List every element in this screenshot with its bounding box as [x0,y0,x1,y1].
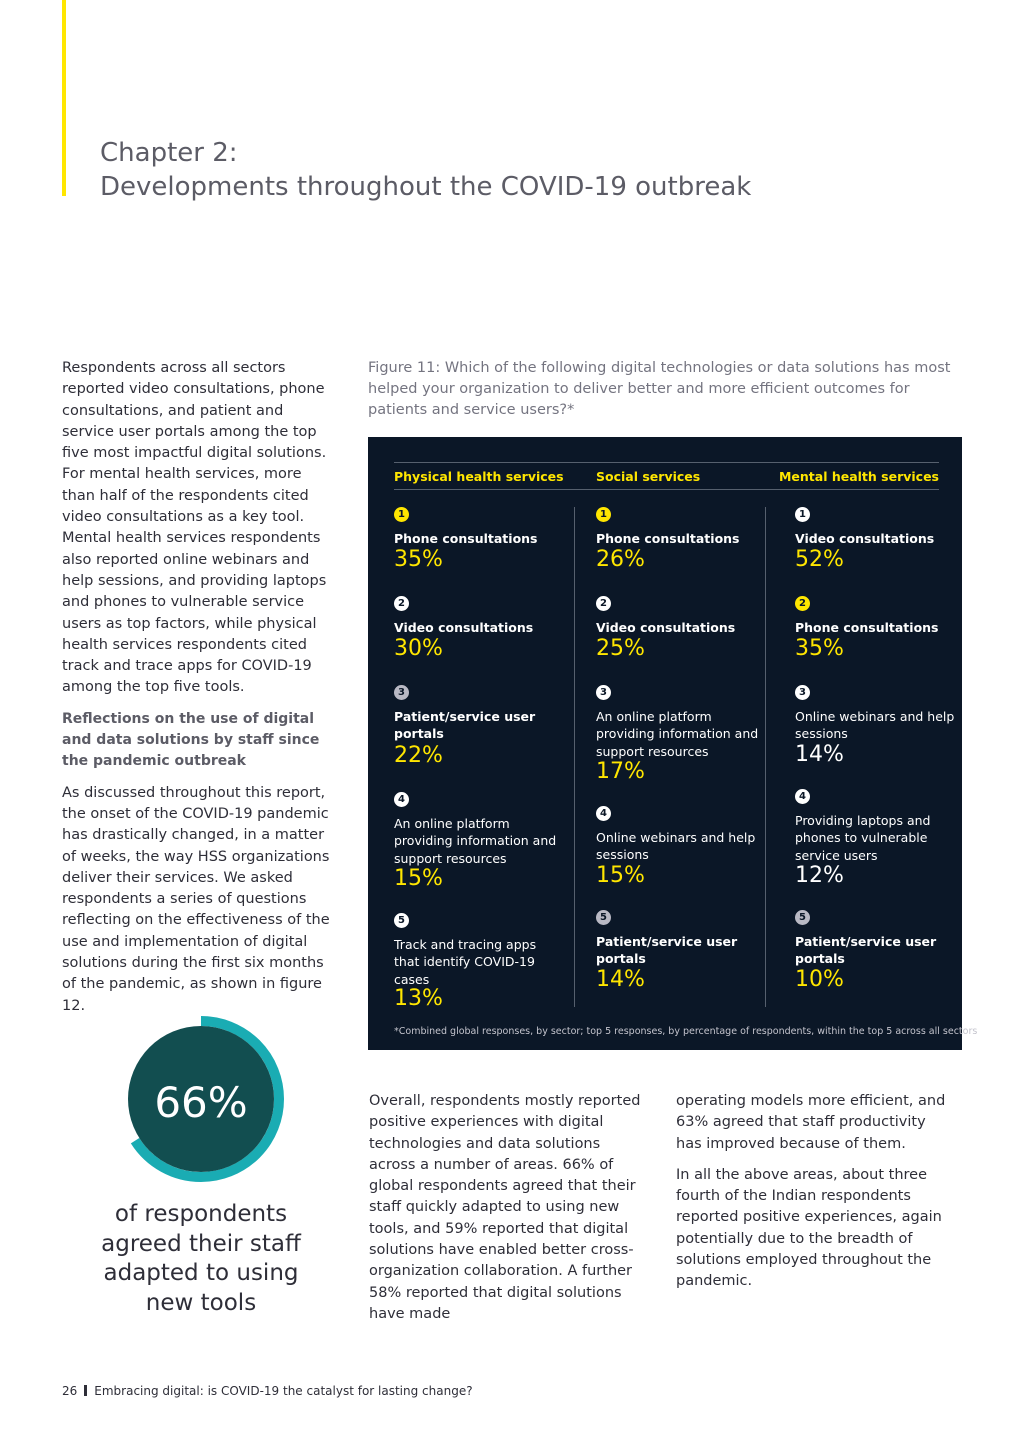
rank-badge: 1 [795,507,810,522]
bottom-paragraph: operating models more efficient, and 63% agreed that staff productivity has improved because of them. [676,1093,946,1152]
item-label: Patient/service user portals [596,934,738,967]
item-label: Online webinars and help sessions [795,709,955,742]
item-percentage: 30% [394,636,443,661]
item-label: Phone consultations [394,531,538,546]
item-percentage: 52% [795,547,844,572]
rank-badge: 3 [394,685,409,700]
item-percentage: 35% [795,636,844,661]
item-label: Online webinars and help sessions [596,830,756,863]
rank-badge: 1 [596,507,611,522]
column-header-physical: Physical health services [394,469,564,484]
rank-badge: 1 [394,507,409,522]
figure-caption: Figure 11: Which of the following digital technologies or data solutions has most helped your organization to deliver better and more efficient outcomes for patients and service users?* [368,360,951,418]
rank-badge: 3 [596,685,611,700]
chapter-title [100,136,751,204]
item-label: Video consultations [394,620,534,635]
rank-badge: 2 [596,596,611,611]
intro-paragraph: Respondents across all sectors reported video consultations, phone consultations, and patient and service user portals among the top five most impactful digital solutions. For mental health services, more than half of the respondents cited video consultations as a key tool. Mental health services respondents also reported online webinars and help sessions, and providing laptops and phones to vulnerable service users as top factors, while physical health services respondents cited track and trace apps for COVID-19 among the top five tools. [62,360,327,696]
stat-caption: of respondents agreed their staff adapted to using new tools [101,1201,301,1316]
item-percentage: 13% [394,986,443,1011]
chapter-number: Chapter 2: [100,138,238,168]
column-header-social: Social services [596,469,701,484]
item-percentage: 26% [596,547,645,572]
item-percentage: 14% [596,967,645,992]
stat-value: 66% [154,1078,248,1127]
item-label: Phone consultations [795,620,939,635]
section-heading: Reflections on the use of digital and data solutions by staff since the pandemic outbreak [62,710,320,770]
bottom-column-2 [676,1091,954,1303]
bottom-paragraph: Overall, respondents mostly reported positive experiences with digital technologies and data solutions across a number of areas. 66% of global respondents agreed that their staff quickly adapted to using new tools, and 59% reported that digital solutions have enabled better cross-organization collaboration. A further 58% reported that digital solutions have made [369,1093,641,1322]
rank-badge: 4 [596,806,611,821]
item-percentage: 35% [394,547,443,572]
item-percentage: 12% [795,863,844,888]
item-label: Providing laptops and phones to vulnerable service users [795,813,931,863]
page-number: 26 [62,1384,78,1398]
footer-separator [84,1385,87,1396]
page-footer [62,1384,473,1398]
rank-badge: 5 [596,910,611,925]
accent-bar [62,0,66,196]
item-percentage: 10% [795,967,844,992]
chapter-name: Developments throughout the COVID-19 outbreak [100,172,752,202]
figure-panel [368,437,978,1050]
item-label: Patient/service user portals [394,709,536,742]
item-percentage: 25% [596,636,645,661]
item-label: Patient/service user portals [795,934,937,967]
item-label: An online platform providing information and support resources [394,816,557,866]
item-label: Track and tracing apps that identify COVID-19 cases [394,937,537,987]
bottom-paragraph: In all the above areas, about three fourth of the Indian respondents reported positive experiences, again potentially due to the breadth of solutions employed throughout the pandemic. [676,1166,942,1290]
rank-badge: 2 [394,596,409,611]
left-column [62,358,338,1027]
rank-badge: 5 [394,913,409,928]
rank-badge: 2 [795,596,810,611]
report-title: Embracing digital: is COVID-19 the catalyst for lasting change? [94,1384,473,1398]
rank-badge: 5 [795,910,810,925]
item-label: An online platform providing information and support resources [596,709,759,759]
rank-badge: 3 [795,685,810,700]
rank-badge: 4 [394,792,409,807]
item-label: Phone consultations [596,531,740,546]
figure-footnote: *Combined global responses, by sector; top 5 responses, by percentage of respondents, within the top 5 across all sectors [394,1026,978,1037]
column-header-row [394,462,939,490]
bottom-column-1 [369,1091,647,1335]
item-percentage: 14% [795,742,844,767]
body-paragraph: As discussed throughout this report, the onset of the COVID-19 pandemic has drastically changed, in a matter of weeks, the way HSS organizations deliver their services. We asked respondents a series of questions reflecting on the effectiveness of the use and implementation of digital solutions during the first six months of the pandemic, as shown in figure 12. [62,784,330,1014]
column-divider [574,507,575,1007]
item-percentage: 15% [394,866,443,891]
column-header-mental: Mental health services [778,469,939,484]
rank-badge: 4 [795,789,810,804]
item-label: Video consultations [795,531,935,546]
item-percentage: 15% [596,863,645,888]
item-label: Video consultations [596,620,736,635]
item-percentage: 22% [394,743,443,768]
item-percentage: 17% [596,759,645,784]
